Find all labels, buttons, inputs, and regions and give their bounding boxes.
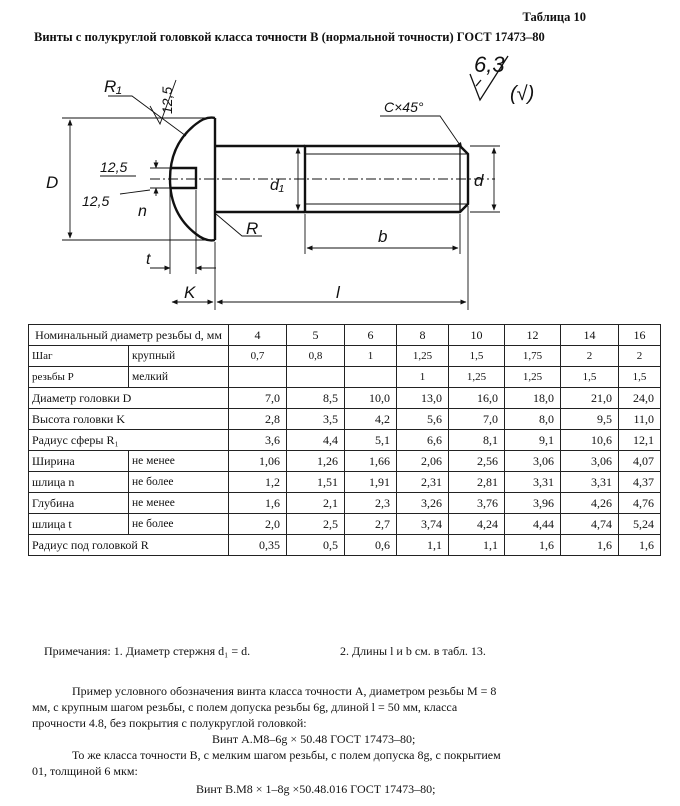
value-cell: 0,8 (287, 346, 345, 367)
table-row (29, 472, 661, 493)
example-line-3: прочности 4.8, без покрытия с полукруглой головкой: (32, 716, 307, 730)
label-D: D (46, 173, 59, 192)
example-line-5: То же класса точности В, с мелким шагом резьбы, с полем допуска 8g, с покрытием (72, 748, 501, 762)
value-cell: 8,5 (287, 388, 345, 409)
label-l: l (336, 283, 340, 302)
label-b: b (378, 227, 388, 246)
R-callout (216, 214, 262, 238)
value-cell: 2,81 (449, 472, 505, 493)
value-cell: 1,1 (449, 535, 505, 556)
screw-shank (215, 146, 468, 212)
value-cell: 1,66 (345, 451, 397, 472)
value-cell: 4,26 (561, 493, 619, 514)
dimensions-table (28, 324, 661, 556)
value-cell (345, 367, 397, 388)
screw-drawing (0, 40, 680, 322)
label-t: t (146, 251, 151, 268)
row-sub-label: мелкий (129, 367, 229, 388)
value-cell: 1 (345, 346, 397, 367)
value-cell: 5,24 (619, 514, 661, 535)
value-cell: 1,75 (505, 346, 561, 367)
roughness-value: 6,3 (474, 52, 505, 77)
row-label: Диаметр головки D (29, 388, 229, 409)
diameter-cell: 6 (345, 325, 397, 346)
value-cell: 1,91 (345, 472, 397, 493)
value-cell: 1,5 (619, 367, 661, 388)
value-cell: 2,0 (229, 514, 287, 535)
value-cell: 1,25 (505, 367, 561, 388)
table-number: Таблица 10 (522, 10, 586, 24)
diameter-cell: 4 (229, 325, 287, 346)
value-cell: 1 (397, 367, 449, 388)
value-cell: 12,1 (619, 430, 661, 451)
value-cell: 1,6 (505, 535, 561, 556)
row-group-label: Ширина (29, 451, 129, 472)
table-row (29, 346, 661, 367)
value-cell: 3,31 (505, 472, 561, 493)
diameter-cell: 16 (619, 325, 661, 346)
value-cell: 11,0 (619, 409, 661, 430)
row-sub-label: не менее (129, 493, 229, 514)
table-row (29, 493, 661, 514)
value-cell: 1,26 (287, 451, 345, 472)
label-chamfer: C×45° (384, 99, 424, 115)
label-roughness-slot-2: 12,5 (82, 193, 110, 209)
diameter-cell: 8 (397, 325, 449, 346)
diameter-cell: 10 (449, 325, 505, 346)
value-cell: 2,5 (287, 514, 345, 535)
table-row (29, 514, 661, 535)
value-cell: 21,0 (561, 388, 619, 409)
table-row (29, 409, 661, 430)
value-cell: 5,1 (345, 430, 397, 451)
value-cell: 13,0 (397, 388, 449, 409)
table-row (29, 367, 661, 388)
dim-b (305, 214, 460, 254)
row-sub-label: не более (129, 472, 229, 493)
value-cell: 0,7 (229, 346, 287, 367)
value-cell: 3,06 (505, 451, 561, 472)
row-label: Высота головки K (29, 409, 229, 430)
label-R1: R₁ (104, 77, 122, 96)
value-cell: 4,74 (561, 514, 619, 535)
value-cell: 1,5 (449, 346, 505, 367)
document-title: Винты с полукруглой головкой класса точности В (нормальной точности) ГОСТ 17473–80 (34, 30, 545, 44)
value-cell: 1,51 (287, 472, 345, 493)
value-cell: 2,7 (345, 514, 397, 535)
label-n: n (138, 203, 147, 220)
row-group-label: резьбы Р (29, 367, 129, 388)
value-cell: 3,76 (449, 493, 505, 514)
table-row (29, 451, 661, 472)
row-group-label: Шаг (29, 346, 129, 367)
label-d: d (474, 171, 484, 190)
example-line-6: 01, толщиной 6 мкм: (32, 764, 138, 778)
dim-K (172, 242, 215, 310)
example-designation-1: Винт А.М8–6g × 50.48 ГОСТ 17473–80; (212, 732, 416, 746)
table-row (29, 535, 661, 556)
roughness-slot (82, 159, 150, 209)
label-K: K (184, 283, 196, 302)
value-cell: 2,31 (397, 472, 449, 493)
value-cell: 2,56 (449, 451, 505, 472)
notes (44, 644, 486, 659)
row-label: Радиус под головкой R (29, 535, 229, 556)
diameter-cell: 14 (561, 325, 619, 346)
value-cell: 3,74 (397, 514, 449, 535)
value-cell: 4,76 (619, 493, 661, 514)
value-cell: 4,4 (287, 430, 345, 451)
example-designation-2: Винт В.М8 × 1–8g ×50.48.016 ГОСТ 17473–80; (196, 782, 436, 796)
value-cell: 3,6 (229, 430, 287, 451)
row-group-label: Глубина (29, 493, 129, 514)
value-cell: 5,6 (397, 409, 449, 430)
value-cell: 3,96 (505, 493, 561, 514)
note-2: 2. Длины l и b см. в табл. 13. (340, 644, 486, 658)
roughness-note: (√) (510, 83, 535, 105)
value-cell: 8,0 (505, 409, 561, 430)
table-row (29, 430, 661, 451)
row-sub-label: не менее (129, 451, 229, 472)
table-row (29, 388, 661, 409)
label-roughness-head: 12,5 (159, 86, 175, 114)
value-cell: 9,5 (561, 409, 619, 430)
value-cell: 0,35 (229, 535, 287, 556)
value-cell: 10,0 (345, 388, 397, 409)
value-cell: 1,6 (229, 493, 287, 514)
dim-n (138, 160, 170, 220)
diameter-cell: 5 (287, 325, 345, 346)
value-cell: 3,06 (561, 451, 619, 472)
value-cell: 1,5 (561, 367, 619, 388)
value-cell (287, 367, 345, 388)
value-cell: 10,6 (561, 430, 619, 451)
value-cell (229, 367, 287, 388)
value-cell: 1,06 (229, 451, 287, 472)
value-cell: 2 (561, 346, 619, 367)
value-cell: 24,0 (619, 388, 661, 409)
value-cell: 16,0 (449, 388, 505, 409)
value-cell: 1,25 (397, 346, 449, 367)
value-cell: 4,24 (449, 514, 505, 535)
chamfer-callout (380, 99, 462, 148)
header-label: Номинальный диаметр резьбы d, мм (29, 325, 229, 346)
table-header-row (29, 325, 661, 346)
value-cell: 7,0 (229, 388, 287, 409)
value-cell: 0,5 (287, 535, 345, 556)
roughness-head (150, 80, 176, 124)
value-cell: 1,25 (449, 367, 505, 388)
dim-t (146, 190, 216, 274)
value-cell: 3,26 (397, 493, 449, 514)
value-cell: 3,5 (287, 409, 345, 430)
value-cell: 6,6 (397, 430, 449, 451)
value-cell: 4,07 (619, 451, 661, 472)
row-group-label: шлица t (29, 514, 129, 535)
value-cell: 2,1 (287, 493, 345, 514)
value-cell: 4,37 (619, 472, 661, 493)
note-1: Примечания: 1. Диаметр стержня d₁ = d. (44, 644, 251, 658)
value-cell: 4,2 (345, 409, 397, 430)
value-cell: 1,1 (397, 535, 449, 556)
dim-d (470, 146, 500, 212)
value-cell: 2,06 (397, 451, 449, 472)
value-cell: 1,2 (229, 472, 287, 493)
value-cell: 2,8 (229, 409, 287, 430)
label-R: R (246, 219, 259, 238)
row-group-label: шлица n (29, 472, 129, 493)
value-cell: 3,31 (561, 472, 619, 493)
label-roughness-slot-1: 12,5 (100, 159, 128, 175)
row-sub-label: не более (129, 514, 229, 535)
diameter-cell: 12 (505, 325, 561, 346)
example-line-1: Пример условного обозначения винта класса точности А, диаметром резьбы М = 8 (72, 684, 497, 698)
value-cell: 1,6 (561, 535, 619, 556)
value-cell: 18,0 (505, 388, 561, 409)
value-cell: 2,3 (345, 493, 397, 514)
value-cell: 0,6 (345, 535, 397, 556)
label-d1: d₁ (270, 177, 284, 194)
value-cell: 9,1 (505, 430, 561, 451)
value-cell: 4,44 (505, 514, 561, 535)
roughness-symbol (470, 52, 534, 105)
value-cell: 8,1 (449, 430, 505, 451)
row-label: Радиус сферы R₁ (29, 430, 229, 451)
row-sub-label: крупный (129, 346, 229, 367)
value-cell: 2 (619, 346, 661, 367)
example-line-2: мм, с крупным шагом резьбы, с полем допуска резьбы 6g, длиной l = 50 мм, класса (32, 700, 458, 714)
value-cell: 7,0 (449, 409, 505, 430)
value-cell: 1,6 (619, 535, 661, 556)
